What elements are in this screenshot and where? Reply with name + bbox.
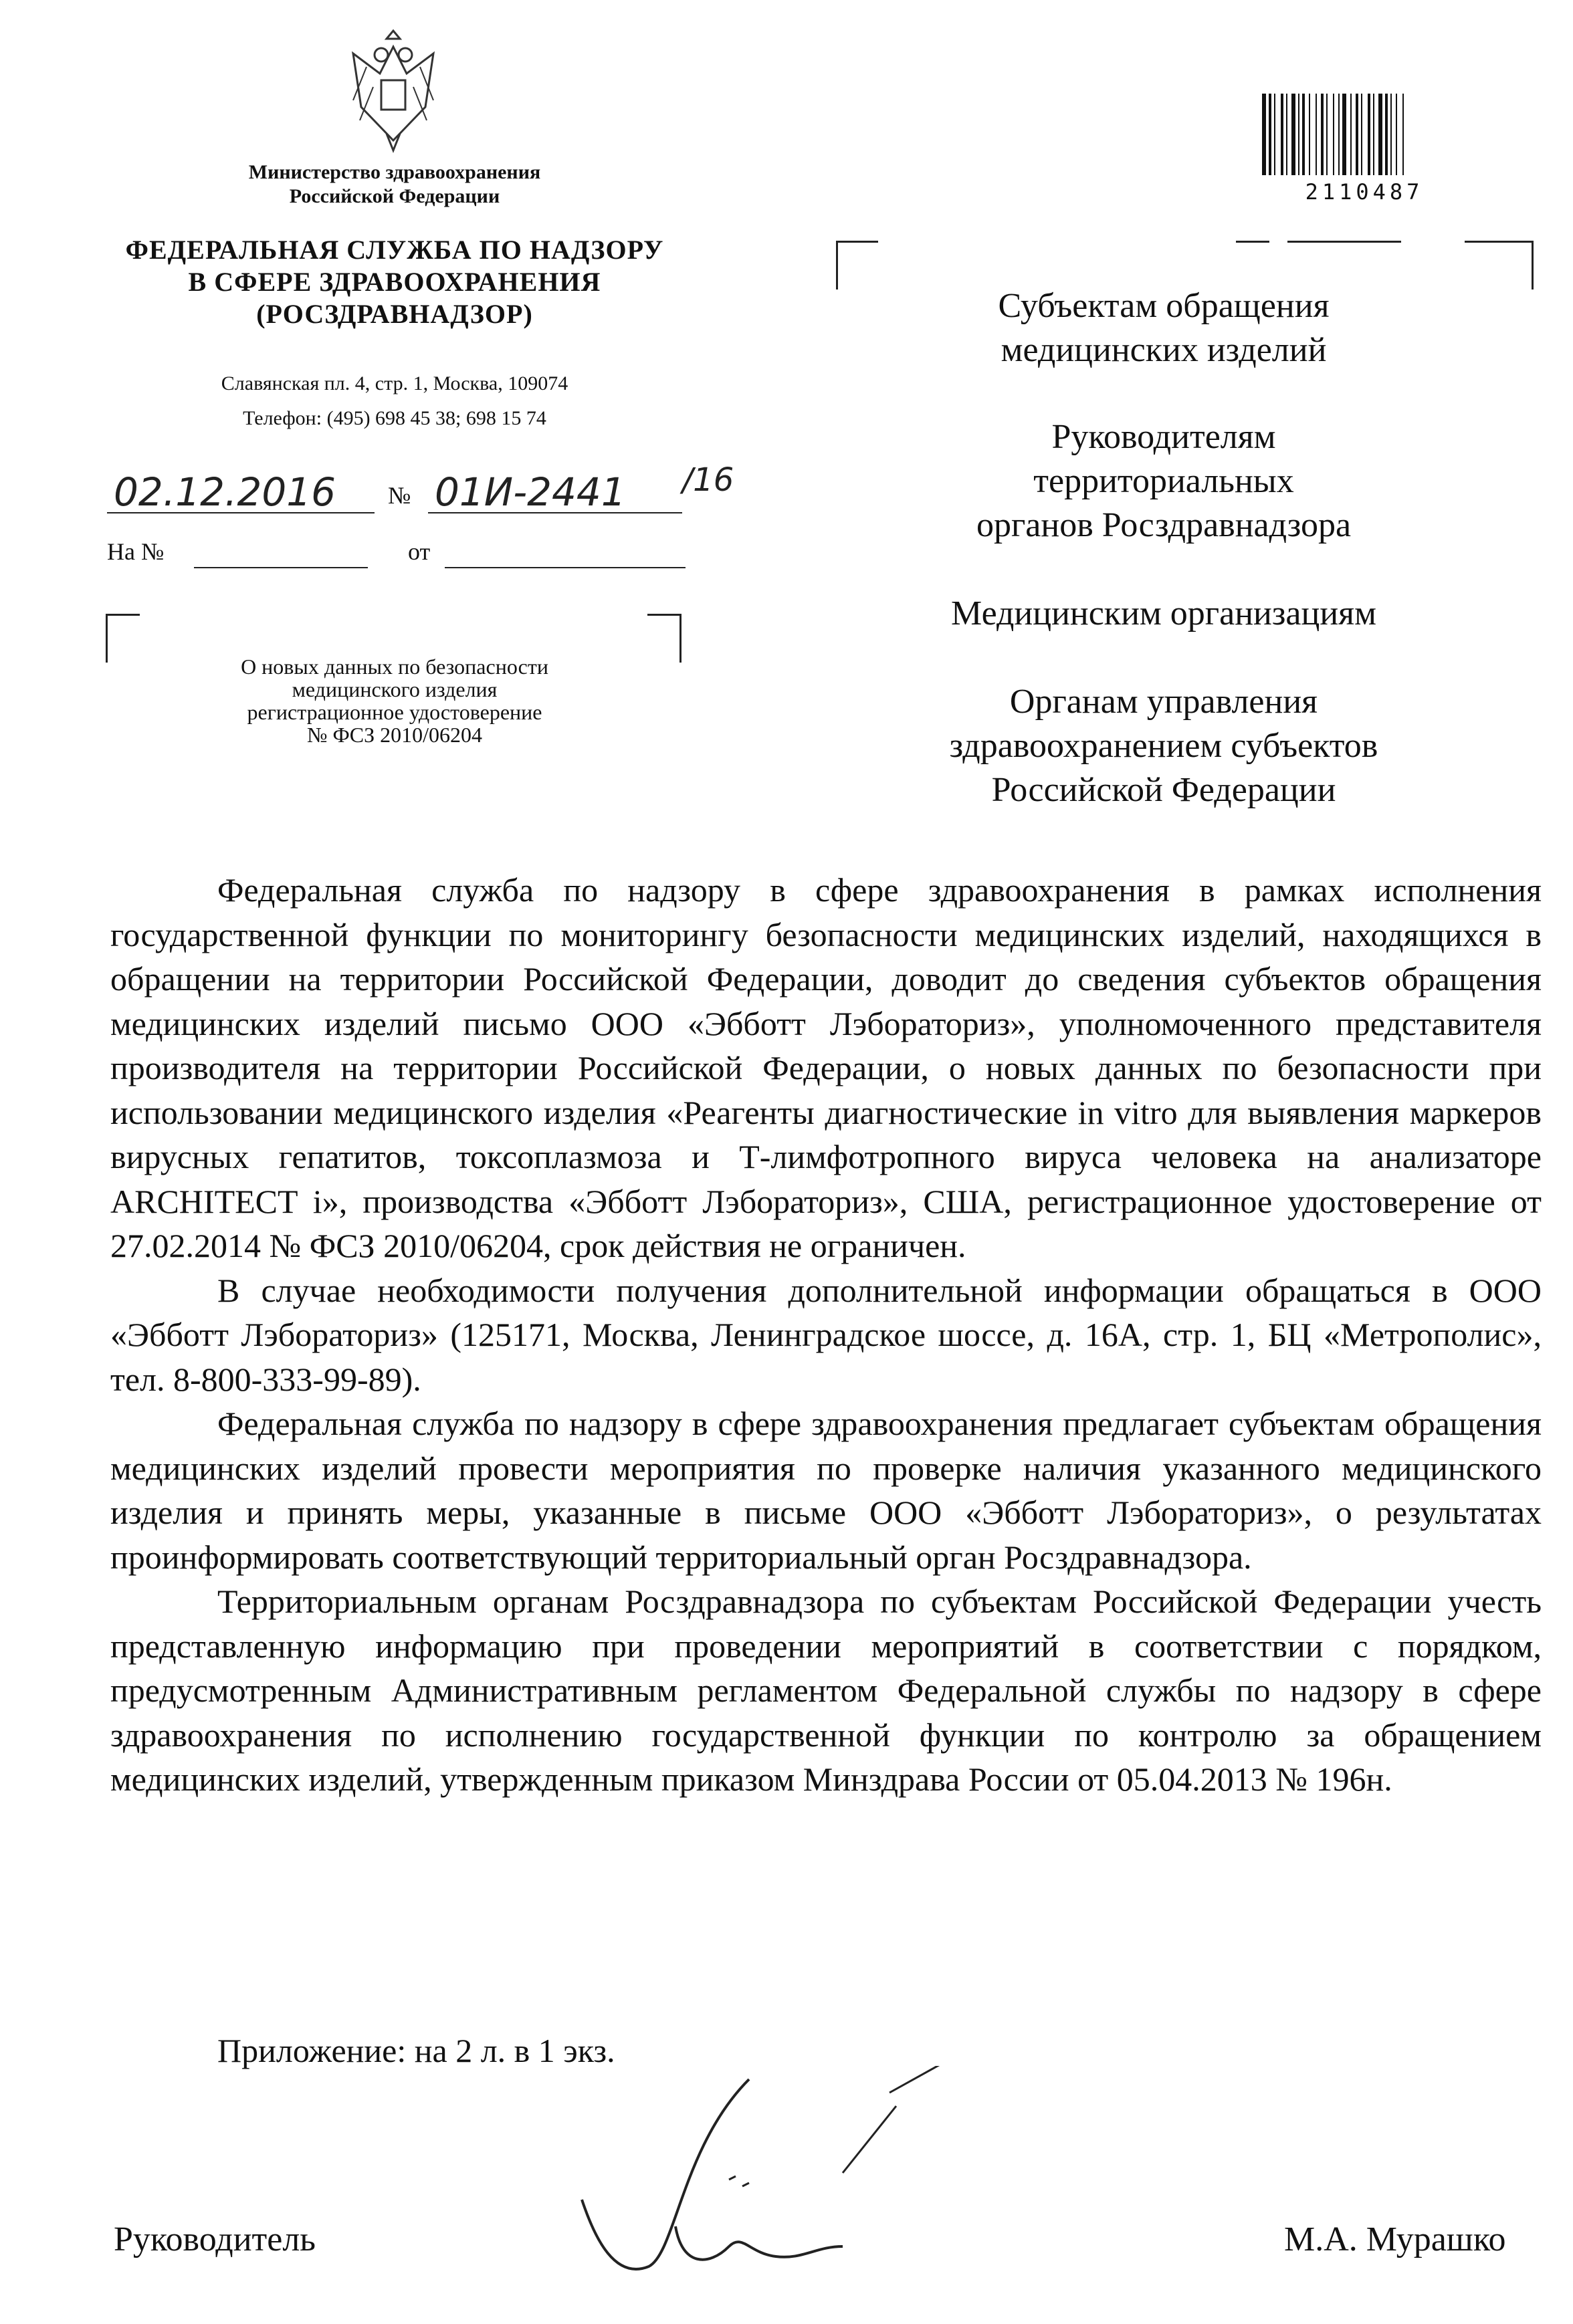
body-paragraph-1: Федеральная служба по надзору в сфере здравоохранения в рамках исполнения государственной функции по мониторингу безопасности медицинских изделий, находящихся в обращении на территории Российской Федерации, доводит до сведения субъектов обращения медицинских изделий письмо ООО «Эбботт Лэбораториз», уполномоченного представителя производителя на территории Российской Федерации, о новых данных по безопасности при использовании медицинского изделия «Реагенты диагностические in vitro для выявления маркеров вирусных гепатитов, токсоплазмоза и Т-лимфотропного вируса человека на анализаторе ARCHITECT i», производства «Эбботт Лэбораториз», США, регистрационное удостоверение от 27.02.2014 № ФСЗ 2010/06204, срок действия не ограничен. (110, 871, 1542, 1264)
barcode-bar (1326, 94, 1328, 175)
service-line-3: (РОСЗДРАВНАДЗОР) (256, 299, 533, 329)
registration-number: 01И-2441 (435, 469, 626, 515)
barcode-bar (1356, 94, 1358, 175)
recipient-group-3 (863, 592, 1465, 636)
barcode-bar (1396, 94, 1397, 175)
barcode-bars (1261, 94, 1455, 175)
barcode-bar (1298, 94, 1299, 175)
subject-line-4: № ФСЗ 2010/06204 (306, 723, 483, 747)
barcode-bar (1291, 94, 1295, 175)
ministry-line-2: Российской Федерации (289, 185, 500, 207)
service-phone: Телефон: (495) 698 45 38; 698 15 74 (243, 407, 546, 429)
recipient-3-line-1: Медицинским организациям (951, 594, 1376, 632)
recipient-2-line-1: Руководителям (1051, 418, 1276, 456)
barcode-bar (1338, 94, 1340, 175)
ministry-line-1: Министерство здравоохранения (248, 161, 541, 183)
service-contacts (154, 366, 635, 436)
barcode-bar (1373, 94, 1374, 175)
barcode-bar (1274, 94, 1275, 175)
subject-line-2: медицинского изделия (292, 677, 498, 701)
recipient-2-line-2: территориальных (1033, 462, 1294, 500)
registration-number-suffix: /16 (682, 461, 734, 499)
reference-from-label: от (408, 538, 431, 565)
recipient-1-line-2: медицинских изделий (1001, 331, 1327, 369)
body-paragraph-4: Территориальным органам Росздравнадзора по субъектам Российской Федерации учесть представленную информацию при проведении мероприятий в соответствии с порядком, предусмотренным Административным регламентом Федеральной службы по надзору в сфере здравоохранения по исполнению государственной функции по контролю за обращением медицинских изделий, утвержденным приказом Минздрава России от 05.04.2013 № 196н. (110, 1583, 1542, 1798)
barcode-bar (1309, 94, 1310, 175)
barcode-bar (1262, 94, 1266, 175)
barcode-bar (1361, 94, 1362, 175)
recipient-group-2 (863, 415, 1465, 548)
barcode-bar (1402, 94, 1404, 175)
registration-date: 02.12.2016 (114, 469, 336, 515)
barcode-bar (1378, 94, 1382, 175)
coat-of-arms-icon (340, 27, 447, 154)
number-sign: № (388, 482, 411, 509)
barcode-bar (1342, 94, 1346, 175)
service-address: Славянская пл. 4, стр. 1, Москва, 109074 (221, 372, 568, 394)
signature-position: Руководитель (114, 2220, 316, 2258)
recipient-group-1 (863, 284, 1465, 372)
recipient-1-line-1: Субъектам обращения (998, 287, 1330, 325)
barcode-number: 2110487 (1305, 179, 1424, 205)
service-name (87, 234, 702, 330)
barcode-bar (1368, 94, 1370, 175)
attachment-note: Приложение: на 2 л. в 1 экз. (217, 2032, 615, 2069)
signatory-name: М.А. Мурашко (1284, 2220, 1506, 2258)
recipient-4-line-3: Российской Федерации (991, 771, 1336, 809)
barcode-bar (1316, 94, 1317, 175)
barcode-bar (1286, 94, 1287, 175)
reference-line (107, 535, 696, 575)
barcode-bar (1350, 94, 1352, 175)
ministry-name (154, 160, 635, 209)
barcode (1261, 94, 1455, 175)
recipients-block (863, 284, 1465, 812)
subject-line-1: О новых данных по безопасности (241, 655, 548, 679)
letter-body (110, 868, 1542, 1802)
barcode-bar (1390, 94, 1392, 175)
barcode-bar (1321, 94, 1324, 175)
registration-line (107, 461, 809, 528)
barcode-bar (1302, 94, 1305, 175)
recipient-4-line-1: Органам управления (1009, 683, 1318, 721)
service-line-1: ФЕДЕРАЛЬНАЯ СЛУЖБА ПО НАДЗОРУ (125, 235, 664, 265)
barcode-bar (1333, 94, 1334, 175)
recipient-4-line-2: здравоохранением субъектов (949, 727, 1378, 765)
recipient-2-line-3: органов Росздравнадзора (976, 506, 1352, 544)
body-paragraph-2: В случае необходимости получения дополнительной информации обращаться в ООО «Эбботт Лэбораториз» (125171, Москва, Ленинградское шоссе, д. 16А, стр. 1, БЦ «Метрополис», тел. 8-800-333-99-89). (110, 1271, 1542, 1398)
recipient-group-4 (863, 680, 1465, 812)
barcode-bar (1281, 94, 1283, 175)
barcode-bar (1269, 94, 1271, 175)
barcode-bar (1385, 94, 1388, 175)
service-line-2: В СФЕРЕ ЗДРАВООХРАНЕНИЯ (188, 267, 601, 297)
reference-label: На № (107, 538, 165, 565)
handwritten-signature-icon (575, 2066, 950, 2287)
letter-subject (134, 655, 655, 746)
subject-line-3: регистрационное удостоверение (247, 700, 542, 724)
body-paragraph-3: Федеральная служба по надзору в сфере здравоохранения предлагает субъектам обращения медицинских изделий провести мероприятия по проверке наличия указанного медицинского изделия и принять меры, указанные в письме ООО «Эбботт Лэбораториз», о результатах проинформировать соответствующий территориальный орган Росздравнадзора. (110, 1405, 1542, 1576)
